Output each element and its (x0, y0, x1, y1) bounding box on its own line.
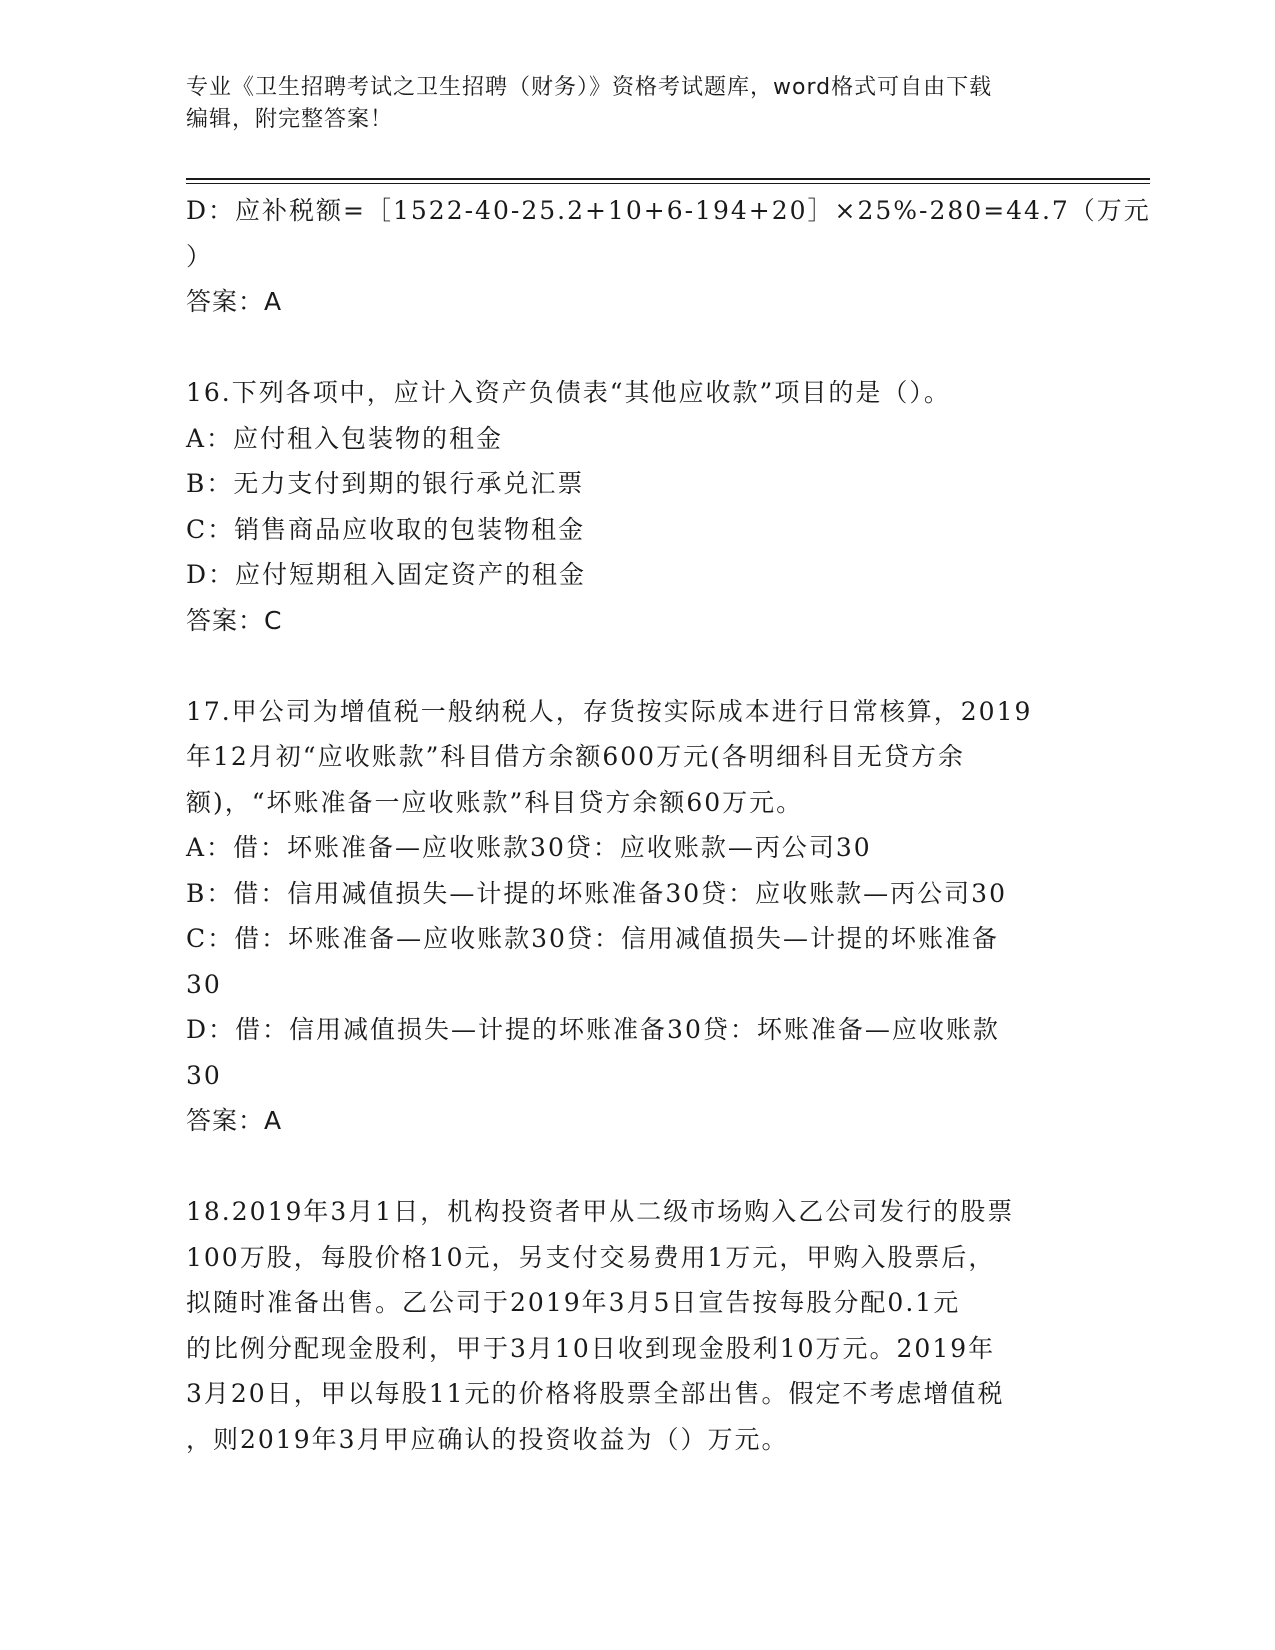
question-stem-line-4: 的比例分配现金股利，甲于3月10日收到现金股利10万元。2019年 (186, 1333, 996, 1363)
question-stem-line-3: 拟随时准备出售。乙公司于2019年3月5日宣告按每股分配0.1元 (186, 1288, 961, 1317)
option-a: A：应付租入包装物的租金 (186, 423, 504, 453)
document-body (186, 188, 1151, 1462)
question-stem-line-6: ，则2019年3月甲应确认的投资收益为（）万元。 (186, 1424, 789, 1454)
option-d: D：应付短期租入固定资产的租金 (186, 560, 587, 589)
spacer (186, 643, 1086, 689)
question-stem-line-2: 100万股，每股价格10元，另支付交易费用1万元，甲购入股票后， (186, 1242, 996, 1272)
answer-line: 答案：A (186, 287, 283, 316)
question-stem-line-1: 18.2019年3月1日，机构投资者甲从二级市场购入乙公司发行的股票 (186, 1197, 1015, 1226)
question-stem-line-1: 17.甲公司为增值税一般纳税人，存货按实际成本进行日常核算，2019 (186, 696, 1033, 726)
option-b: B：借：信用减值损失—计提的坏账准备30贷：应收账款—丙公司30 (186, 878, 1007, 908)
question-stem-line-3: 额)，“坏账准备一应收账款”科目贷方余额60万元。 (186, 787, 804, 817)
answer-line: 答案：C (186, 605, 283, 635)
question-stem: 16.下列各项中，应计入资产负债表“其他应收款”项目的是（）。 (186, 378, 951, 407)
spacer (186, 325, 1086, 371)
answer-line: 答案：A (186, 1106, 283, 1135)
option-d-line-1: D：应补税额=［1522-40-25.2+10+6-194+20］×25%-280=44.7（万元 (186, 196, 1151, 225)
question-18 (186, 1189, 1086, 1462)
header-line-2: 编辑，附完整答案！ (186, 107, 394, 132)
option-d-line-2: ） (186, 241, 214, 271)
question-16 (186, 370, 1086, 643)
option-c-line-2: 30 (186, 969, 222, 999)
question-stem-line-2: 年12月初“应收账款”科目借方余额600万元(各明细科目无贷方余 (186, 742, 965, 771)
option-a: A：借：坏账准备—应收账款30贷：应收账款—丙公司30 (186, 833, 872, 862)
question-17 (186, 689, 1086, 1144)
header-divider-thick (186, 178, 1150, 180)
document-header (186, 72, 1066, 136)
header-divider-thin (186, 183, 1150, 184)
spacer (186, 1144, 1086, 1190)
option-b: B：无力支付到期的银行承兑汇票 (186, 469, 585, 498)
option-d-line-1: D：借：信用减值损失—计提的坏账准备30贷：坏账准备—应收账款 (186, 1015, 1000, 1044)
option-c: C：销售商品应收取的包装物租金 (186, 514, 586, 544)
option-d-line-2: 30 (186, 1060, 222, 1090)
question-15-tail (186, 188, 1151, 325)
header-line-1: 专业《卫生招聘考试之卫生招聘（财务）》资格考试题库，word格式可自由下载 (186, 75, 993, 100)
option-c-line-1: C：借：坏账准备—应收账款30贷：信用减值损失—计提的坏账准备 (186, 924, 999, 953)
question-stem-line-5: 3月20日，甲以每股11元的价格将股票全部出售。假定不考虑增值税 (186, 1379, 1005, 1408)
